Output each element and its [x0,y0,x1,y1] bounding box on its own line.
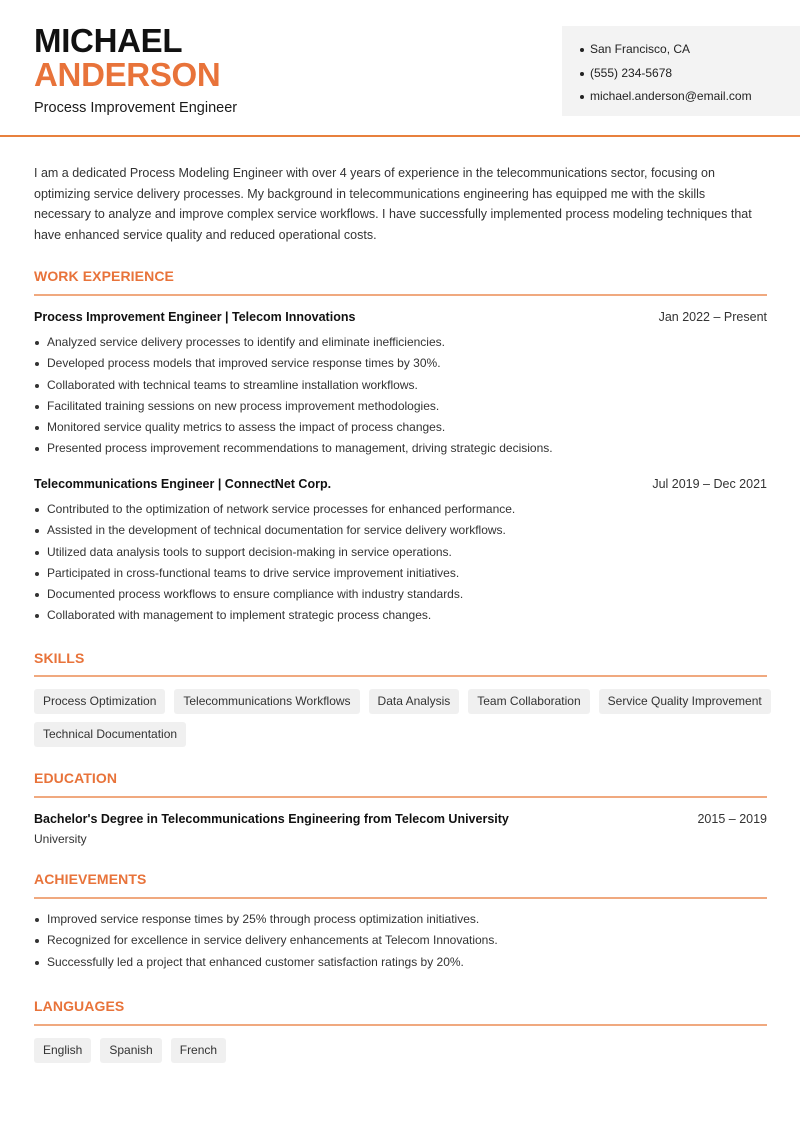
list-item: Recognized for excellence in service delivery enhancements at Telecom Innovations. [34,930,767,951]
contact-email[interactable]: michael.anderson@email.com [580,85,800,109]
resume-header [0,0,800,137]
job-role: Telecommunications Engineer | ConnectNet Corp. [34,477,332,491]
skills-list [34,689,774,747]
list-item: Utilized data analysis tools to support decision-making in service operations. [34,542,767,563]
contact-phone: (555) 234-5678 [580,62,800,86]
skill-chip: Technical Documentation [34,722,186,747]
list-item: Documented process workflows to ensure compliance with industry standards. [34,584,767,605]
section-divider [34,294,767,296]
language-chip: French [171,1038,226,1063]
job-role: Process Improvement Engineer | Telecom Innovations [34,310,356,324]
section-title-education: EDUCATION [34,770,118,786]
education-header [34,812,767,826]
section-divider [34,1024,767,1026]
language-chip: English [34,1038,91,1063]
job-title: Process Improvement Engineer [34,100,238,116]
summary: I am a dedicated Process Modeling Engineer with over 4 years of experience in the telecommunications sector, focusing on optimizing service delivery processes. My background in telecommunications engineering has equipped me with the skills necessary to analyze and improve complex service workflows. I have successfully implemented process modeling techniques that have enhanced service quality and reduced operational costs. [34,166,752,242]
list-item: Analyzed service delivery processes to identify and eliminate inefficiencies. [34,332,767,353]
list-item: Successfully led a project that enhanced customer satisfaction ratings by 20%. [34,952,767,973]
list-item: Monitored service quality metrics to assess the impact of process changes. [34,417,767,438]
section-title-achievements: ACHIEVEMENTS [34,871,147,887]
list-item: Contributed to the optimization of network service processes for enhanced performance. [34,499,767,520]
languages-list [34,1038,774,1063]
list-item: Developed process models that improved service response times by 30%. [34,353,767,374]
degree: Bachelor's Degree in Telecommunications Engineering from Telecom University [34,812,509,826]
list-item: Improved service response times by 25% through process optimization initiatives. [34,909,767,930]
section-title-skills: SKILLS [34,650,85,666]
list-item: Collaborated with management to implement strategic process changes. [34,605,767,626]
skill-chip: Team Collaboration [468,689,589,714]
section-title-languages: LANGUAGES [34,998,125,1014]
skill-chip: Telecommunications Workflows [174,689,359,714]
section-divider [34,796,767,798]
section-divider [34,675,767,677]
last-name: ANDERSON [34,56,221,93]
skill-chip: Service Quality Improvement [599,689,771,714]
achievements-list [34,909,767,973]
first-name: MICHAEL [34,22,183,59]
section-title-work: WORK EXPERIENCE [34,268,174,284]
list-item: Presented process improvement recommendations to management, driving strategic decisions. [34,438,767,459]
institution: University [34,832,87,846]
list-item: Facilitated training sessions on new process improvement methodologies. [34,396,767,417]
contact-location: San Francisco, CA [580,38,800,62]
skill-chip: Data Analysis [369,689,460,714]
education-dates: 2015 – 2019 [697,812,767,826]
job-dates: Jul 2019 – Dec 2021 [652,477,767,491]
job-bullets [34,499,767,627]
language-chip: Spanish [100,1038,161,1063]
job-bullets [34,332,767,460]
job-dates: Jan 2022 – Present [658,310,767,324]
list-item: Collaborated with technical teams to streamline installation workflows. [34,375,767,396]
skill-chip: Process Optimization [34,689,165,714]
section-divider [34,897,767,899]
job-header [34,310,767,324]
job-header [34,477,767,491]
contact-box [562,26,800,116]
list-item: Assisted in the development of technical documentation for service delivery workflows. [34,520,767,541]
list-item: Participated in cross-functional teams to drive service improvement initiatives. [34,563,767,584]
